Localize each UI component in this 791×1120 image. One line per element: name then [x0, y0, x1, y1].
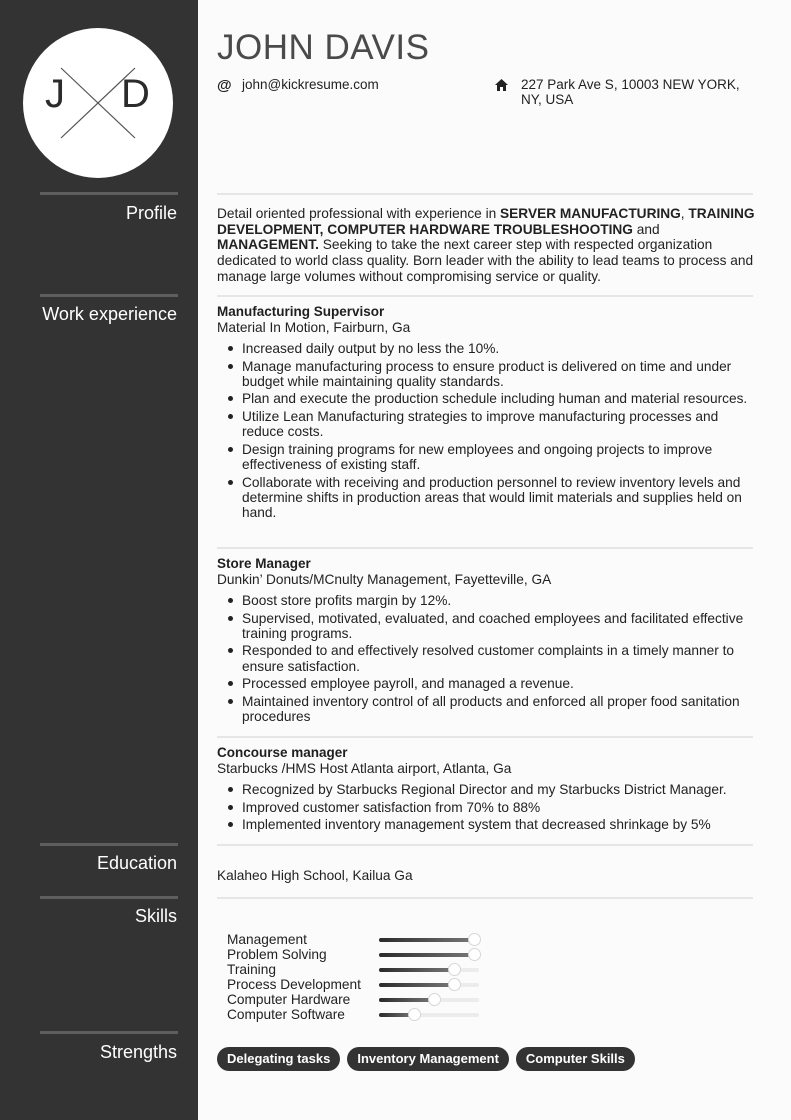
job-title: Store Manager [217, 556, 311, 571]
list-item: Design training programs for new employees and ongoing projects to improve effectiveness of existing staff. [217, 442, 757, 472]
skill-level-fill [379, 983, 454, 987]
sidebar-divider [40, 843, 178, 846]
job-bullet-list [217, 593, 757, 727]
list-item: Recognized by Starbucks Regional Director and my Starbucks District Manager. [217, 782, 757, 797]
skill-name: Management [227, 932, 307, 947]
section-divider [217, 844, 753, 846]
list-item: Processed employee payroll, and managed a revenue. [217, 676, 757, 691]
monogram-initial-j: J [45, 72, 65, 116]
list-item: Plan and execute the production schedule including human and material resources. [217, 391, 757, 406]
job-bullet-list [217, 341, 757, 523]
skill-level-fill [379, 953, 474, 957]
list-item: Maintained inventory control of all products and enforced all proper food sanitation procedures [217, 694, 757, 724]
list-item: Responded to and effectively resolved customer complaints in a timely manner to ensure satisfaction. [217, 643, 757, 673]
strength-tags [217, 1047, 635, 1071]
job-bullet-list [217, 782, 757, 835]
monogram-initial-d: D [121, 72, 150, 116]
skill-level-track [379, 968, 479, 972]
section-divider [217, 295, 753, 297]
sidebar-divider [40, 192, 178, 195]
skill-level-track [379, 953, 479, 957]
skill-level-knob [468, 933, 481, 946]
list-item: Collaborate with receiving and production personnel to review inventory levels and determine shifts in production areas that would limit materials and supplies held on hand. [217, 475, 757, 521]
sidebar-divider [40, 896, 178, 899]
skill-level-knob [448, 963, 461, 976]
list-item: Utilize Lean Manufacturing strategies to improve manufacturing processes and reduce costs. [217, 409, 757, 439]
section-label-profile: Profile [125, 203, 177, 223]
skill-name: Computer Software [227, 1007, 345, 1022]
job-company: Starbucks /HMS Host Atlanta airport, Atlanta, Ga [217, 761, 512, 776]
job-divider [217, 547, 753, 549]
skill-level-knob [428, 993, 441, 1006]
sidebar-divider [40, 294, 178, 297]
section-divider [217, 897, 753, 899]
sidebar [0, 0, 198, 1120]
list-item: Boost store profits margin by 12%. [217, 593, 757, 608]
skill-level-track [379, 938, 479, 942]
section-label-skills: Skills [134, 906, 177, 926]
at-icon: @ [217, 77, 232, 94]
skill-level-knob [468, 948, 481, 961]
section-divider [217, 193, 753, 195]
education-school: Kalaheo High School, Kailua Ga [217, 868, 413, 883]
candidate-name: JOHN DAVIS [217, 28, 430, 67]
skill-name: Training [227, 962, 276, 977]
skill-level-track [379, 998, 479, 1002]
skill-level-fill [379, 938, 474, 942]
list-item: Increased daily output by no less the 10%. [217, 341, 757, 356]
job-divider [217, 736, 753, 738]
profile-summary: Detail oriented professional with experience in SERVER MANUFACTURING, TRAINING DEVELOPMENT, COMPUTER HARDWARE TROUBLESHOOTING and MANAGEMENT. Seeking to take the next career step with respected organization dedicated to world class quality. Born leader with the ability to lead teams to process and manage large volumes without compromising service or quality. [217, 206, 755, 284]
section-label-education: Education [96, 853, 177, 873]
strength-tag: Delegating tasks [217, 1047, 340, 1071]
job-title: Concourse manager [217, 745, 348, 760]
list-item: Improved customer satisfaction from 70% to 88% [217, 800, 757, 815]
skill-level-track [379, 983, 479, 987]
skill-level-fill [379, 998, 434, 1002]
list-item: Supervised, motivated, evaluated, and coached employees and facilitated effective training programs. [217, 611, 757, 641]
list-item: Implemented inventory management system that decreased shrinkage by 5% [217, 817, 757, 832]
section-label-work-experience: Work experience [42, 304, 177, 324]
job-title: Manufacturing Supervisor [217, 304, 385, 319]
job-company: Dunkin’ Donuts/MCnulty Management, Fayetteville, GA [217, 572, 552, 587]
section-label-strengths: Strengths [99, 1042, 177, 1062]
skill-name: Process Development [227, 977, 361, 992]
job-company: Material In Motion, Fairburn, Ga [217, 320, 411, 335]
address-text: 227 Park Ave S, 10003 NEW YORK, NY, USA [521, 77, 740, 107]
monogram-avatar [23, 28, 173, 178]
skill-level-knob [408, 1008, 421, 1021]
home-icon [495, 79, 508, 91]
skill-level-fill [379, 968, 454, 972]
list-item: Manage manufacturing process to ensure product is delivered on time and under budget while maintaining quality standards. [217, 359, 757, 389]
strength-tag: Inventory Management [347, 1047, 509, 1071]
skill-name: Computer Hardware [227, 992, 351, 1007]
sidebar-divider [40, 1031, 178, 1034]
email-link[interactable]: john@kickresume.com [242, 77, 379, 92]
skill-name: Problem Solving [227, 947, 327, 962]
strength-tag: Computer Skills [516, 1047, 635, 1071]
skill-level-knob [448, 978, 461, 991]
skill-level-track [379, 1013, 479, 1017]
